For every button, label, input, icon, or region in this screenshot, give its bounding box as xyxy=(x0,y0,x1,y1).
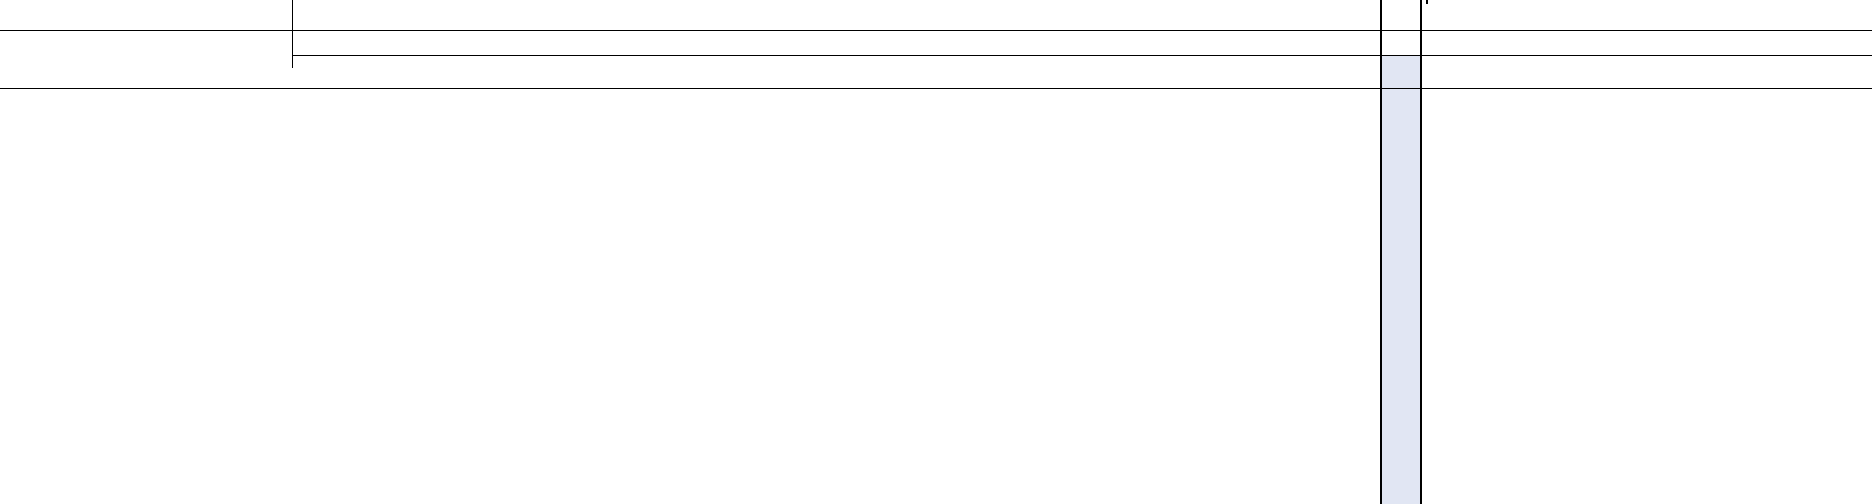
divider xyxy=(0,88,1872,89)
highlight-border-left xyxy=(1380,0,1382,504)
divider xyxy=(0,30,1872,31)
title-block xyxy=(0,0,292,30)
divider xyxy=(292,0,293,68)
divider xyxy=(292,55,1872,56)
highlight-border-right xyxy=(1420,0,1422,504)
highlight-column-band xyxy=(1381,56,1420,504)
highlight-marker xyxy=(1426,0,1428,4)
